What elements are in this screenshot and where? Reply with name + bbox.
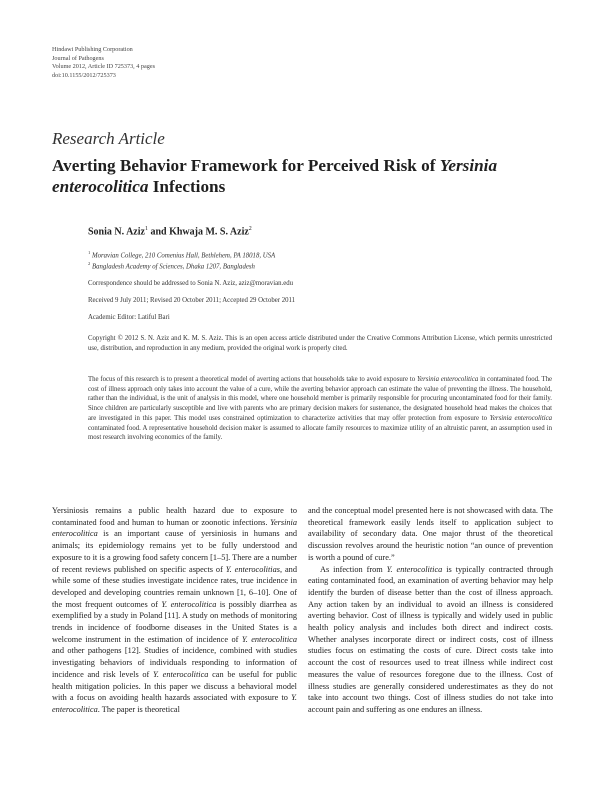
affiliation-2 bbox=[88, 261, 255, 270]
abstract-it2: Yersinia enterocolitica bbox=[489, 414, 553, 422]
affiliation-1-sup: 1 bbox=[88, 250, 91, 255]
author-2-sup: 2 bbox=[248, 226, 252, 232]
body-column-left bbox=[52, 505, 297, 716]
article-type: Research Article bbox=[52, 129, 165, 148]
doi[interactable]: doi:10.1155/2012/725373 bbox=[52, 71, 116, 79]
title-italic2: enterocolitica bbox=[52, 177, 149, 196]
affiliation-2-text: Bangladesh Academy of Sciences, Dhaka 1207, Bangladesh bbox=[91, 263, 255, 271]
title-part2: Infections bbox=[148, 177, 226, 196]
author-2[interactable]: Khwaja M. S. Aziz bbox=[169, 226, 249, 238]
author-1[interactable]: Sonia N. Aziz bbox=[88, 226, 145, 238]
abstract-s2: in contaminated food. The cost of illness approach only takes into account the value of a cure, while the averting behavior approach can estimate the value of preventing the illness. The household, rather than the individual, is the unit of analysis in this model, where one household member is primarily responsible for procuring uncontaminated food for their family. Since children are particularly susceptible and live with parents who are primary decision makers for sustenance, the designated household head makes the choices that are investigated in this paper. This model uses constrained optimization to characterize activities that may offer protection from exposure to bbox=[88, 376, 553, 422]
correspondence: Correspondence should be addressed to Sonia N. Aziz, aziz@moravian.edu bbox=[88, 280, 294, 287]
authors bbox=[88, 226, 252, 237]
author-1-sup: 1 bbox=[144, 226, 148, 232]
abstract-s1: The focus of this research is to present a theoretical model of averting actions that households take to avoid exposure to bbox=[88, 376, 417, 383]
body-paragraph: Yersiniosis remains a public health hazard due to exposure to contaminated food and human to human or zoonotic infections. Yersinia enterocolitica is an important cause of yersiniosis in humans and animals; its epidemiology remains yet to be fully understood and exposure to it is a growing food safety concern [1–5]. There are a number of recent reviews published on specific aspects of Y. enterocolitias, and while some of these studies investigate incidence rates, true incidence in developed and developing countries remain unknown [1, 6–10]. One of the most frequent outcomes of Y. enterocolitica is possibly diarrhea as exemplified by a study in Poland [11]. A study on methods of monitoring trends in incidence of foodborne diseases in the United States is a welcome instrument in the estimation of incidence of Y. enterocolitica and other pathogens [12]. Studies of incidence, combined with studies investigating behaviors of individuals responding to information of incidence and risk levels of Y. enterocolitica can be useful for public health mitigation policies. In this paper we discuss a behavioral model with a focus on avoiding health hazards associated with exposure to Y. enterocolitica. The paper is theoretical bbox=[52, 506, 297, 714]
volume-info: Volume 2012, Article ID 725373, 4 pages bbox=[52, 63, 155, 71]
abstract-it1: Yersinia enterocolitica bbox=[416, 376, 479, 383]
affiliation-1-text: Moravian College, 210 Comenius Hall, Bethlehem, PA 18018, USA bbox=[91, 252, 276, 260]
body-paragraph: As infection from Y. enterocolitica is typically contracted through eating contaminated food, an examination of averting behavior may help identify the burden of disease better than the cost of illness approach. Any action taken by an individual to avoid an illness is considered averting behavior. Cost of illness is typically and widely used in public health policy analysis and includes both direct and indirect costs. Whether analyses incorporate direct or indirect costs, cost of illness studies focus on estimating the costs of cure. Direct costs take into account the cost of resources used to treat illness while indirect cost measures the value of resources foregone due to the illness. Cost of illness studies are generally considered underestimates as they do not take into account two things. Cost of illness studies do not take into account pain and suffering as one endures an illness. bbox=[308, 564, 553, 714]
affiliation-2-sup: 2 bbox=[88, 261, 91, 266]
paper-title bbox=[52, 155, 552, 197]
academic-editor: Academic Editor: Latiful Bari bbox=[88, 314, 170, 321]
dates: Received 9 July 2011; Revised 20 October 2011; Accepted 29 October 2011 bbox=[88, 297, 296, 304]
journal-name: Journal of Pathogens bbox=[52, 54, 104, 62]
copyright: Copyright © 2012 S. N. Aziz and K. M. S. Aziz. This is an open access article distributed under the Creative Commons Attribution License, which permits unrestricted use, distribution, and reproduction in any medium, provided the original work is properly cited. bbox=[88, 335, 552, 352]
body-column-right bbox=[308, 505, 553, 716]
title-part1: Averting Behavior Framework for Perceived Risk of bbox=[52, 156, 440, 175]
abstract bbox=[88, 375, 552, 443]
authors-and: and bbox=[147, 226, 170, 238]
abstract-s3: contaminated food. A representative household decision maker is assumed to allocate family resources to maximize utility of an altruistic parent, an assumption used in most research involving economics of the family. bbox=[88, 424, 552, 442]
journal-info bbox=[52, 46, 155, 80]
publisher: Hindawi Publishing Corporation bbox=[52, 46, 133, 53]
body-paragraph: and the conceptual model presented here is not showcased with data. The theoretical framework easily lends itself to application subject to availability of secondary data. One major thrust of the theoretical discussion revolves around the heuristic notion “an ounce of prevention is worth a pound of cure.” bbox=[308, 506, 553, 562]
title-italic1: Yersinia bbox=[439, 156, 498, 175]
affiliation-1 bbox=[88, 250, 275, 259]
